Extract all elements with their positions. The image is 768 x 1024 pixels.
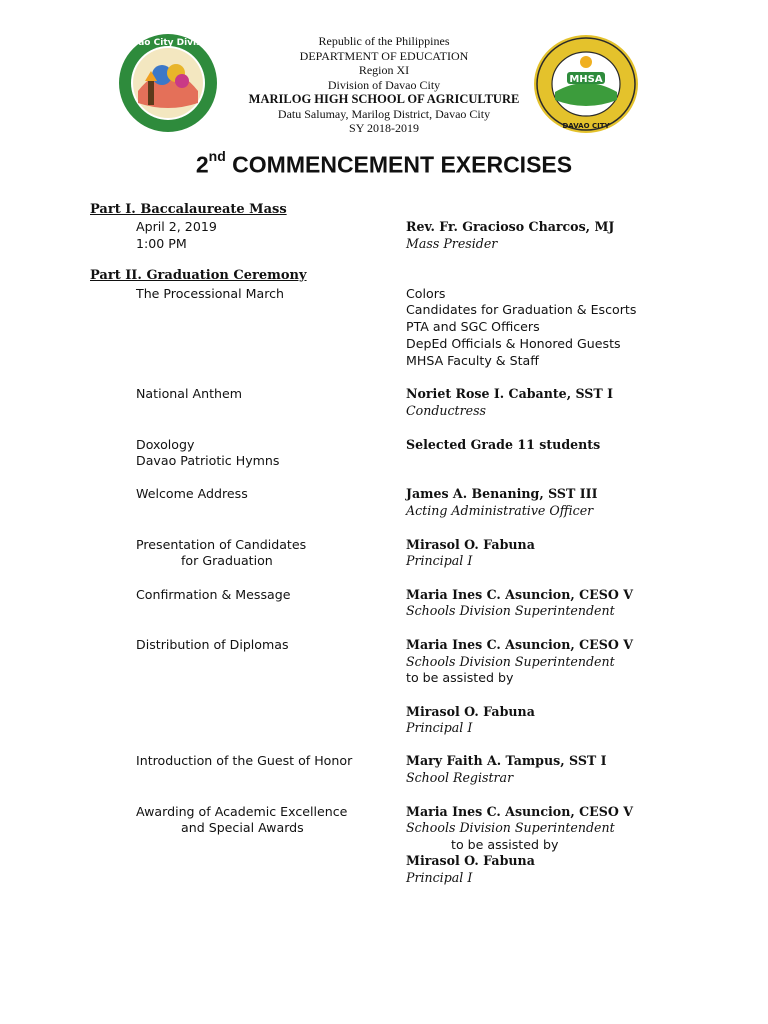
confirmation-role: Schools Division Superintendent	[406, 603, 615, 618]
awards-label-cont: and Special Awards	[181, 820, 304, 835]
seal-bottom-text: DAVAO CITY	[562, 122, 610, 130]
presentation-label-cont: for Graduation	[181, 553, 273, 568]
header-region: Region XI	[358, 63, 410, 77]
header-school: MARILOG HIGH SCHOOL OF AGRICULTURE	[248, 92, 520, 106]
anthem-label: National Anthem	[136, 386, 243, 401]
diplomas-name-2: Mirasol O. Fabuna	[406, 704, 535, 719]
confirmation-name: Maria Ines C. Asuncion, CESO V	[406, 587, 633, 602]
mass-presider-name: Rev. Fr. Gracioso Charcos, MJ	[406, 219, 615, 234]
processional-label: The Processional March	[136, 286, 284, 301]
mass-presider-role: Mass Presider	[406, 236, 498, 251]
welcome-role: Acting Administrative Officer	[406, 503, 594, 518]
header-school-year: SY 2018-2019	[349, 121, 419, 135]
welcome-label: Welcome Address	[136, 486, 248, 501]
left-logo-text: Davao City Division	[118, 38, 218, 48]
diplomas-role: Schools Division Superintendent	[406, 654, 615, 669]
processional-item: Candidates for Graduation & Escorts	[406, 302, 637, 317]
header-republic: Republic of the Philippines	[318, 34, 450, 48]
title-ordinal-number: 2	[195, 151, 209, 178]
intro-role: School Registrar	[406, 770, 514, 785]
awards-role: Schools Division Superintendent	[406, 820, 615, 835]
diplomas-name: Maria Ines C. Asuncion, CESO V	[406, 637, 633, 652]
part2-heading: Part II. Graduation Ceremony	[90, 268, 307, 283]
header-deped: DEPARTMENT OF EDUCATION	[299, 48, 469, 63]
processional-item: PTA and SGC Officers	[406, 319, 540, 334]
mass-date: April 2, 2019	[136, 219, 217, 234]
header-division: Division of Davao City	[327, 77, 441, 92]
processional-item: MHSA Faculty & Staff	[406, 353, 539, 368]
awards-label: Awarding of Academic Excellence	[136, 804, 348, 819]
title-ordinal-suffix: nd	[208, 148, 226, 164]
doxology-label: Doxology	[136, 437, 195, 452]
presentation-label: Presentation of Candidates	[136, 537, 307, 552]
confirmation-label: Confirmation & Message	[136, 587, 291, 602]
page-title	[0, 148, 768, 179]
diplomas-label: Distribution of Diplomas	[136, 637, 289, 652]
presentation-name: Mirasol O. Fabuna	[406, 537, 535, 552]
anthem-role: Conductress	[406, 403, 487, 418]
presentation-role: Principal I	[406, 553, 473, 568]
doxology-name: Selected Grade 11 students	[406, 437, 601, 452]
anthem-name: Noriet Rose I. Cabante, SST I	[406, 386, 614, 401]
awards-role-2: Principal I	[406, 870, 473, 885]
header-address: Datu Salumay, Marilog District, Davao City	[277, 106, 491, 121]
mass-time: 1:00 PM	[136, 236, 187, 251]
seal-center-text: MHSA	[569, 74, 603, 85]
title-text: COMMENCEMENT EXERCISES	[232, 151, 573, 178]
processional-item: DepEd Officials & Honored Guests	[406, 336, 621, 351]
awards-name-2: Mirasol O. Fabuna	[406, 853, 535, 868]
awards-assist: to be assisted by	[451, 837, 559, 852]
diplomas-assist: to be assisted by	[406, 670, 514, 685]
letterhead	[0, 34, 768, 136]
intro-label: Introduction of the Guest of Honor	[136, 753, 353, 768]
hymns-label: Davao Patriotic Hymns	[136, 453, 280, 468]
intro-name: Mary Faith A. Tampus, SST I	[406, 753, 607, 768]
part1-heading: Part I. Baccalaureate Mass	[90, 202, 287, 217]
welcome-name: James A. Benaning, SST III	[406, 486, 598, 501]
awards-name: Maria Ines C. Asuncion, CESO V	[406, 804, 633, 819]
diplomas-role-2: Principal I	[406, 720, 473, 735]
processional-item: Colors	[406, 286, 446, 301]
